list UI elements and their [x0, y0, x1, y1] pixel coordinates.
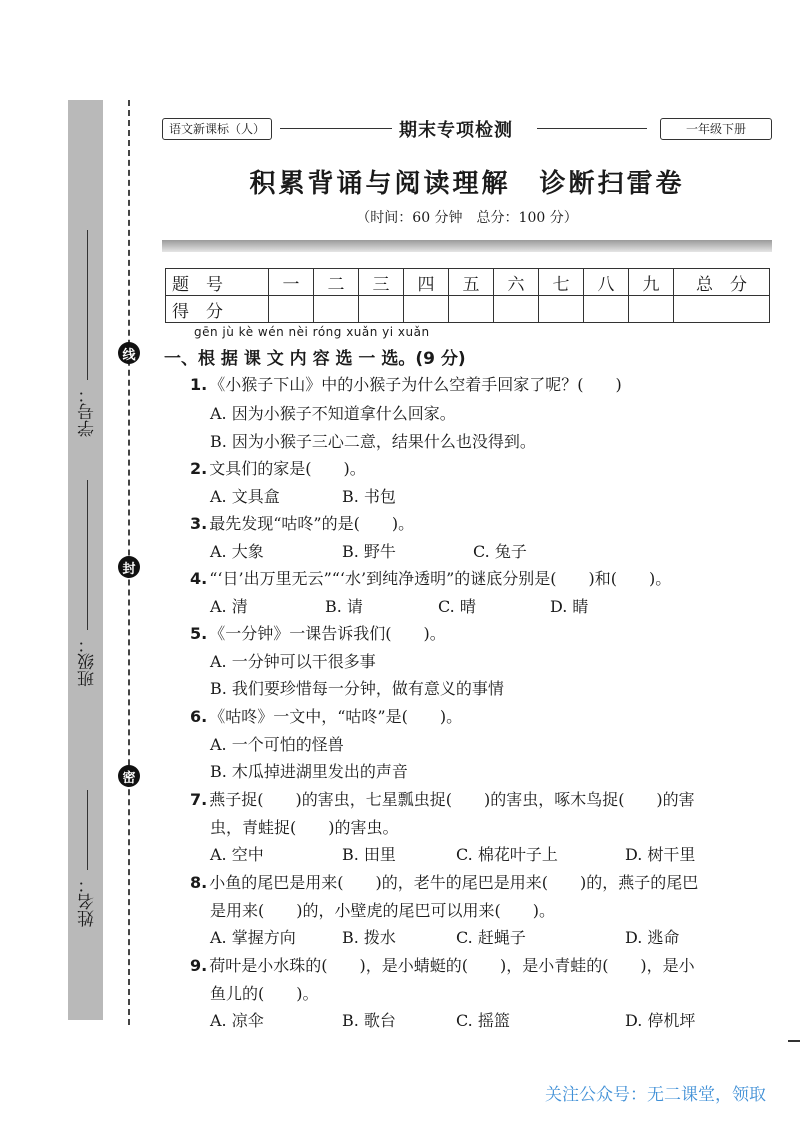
score-cell-5[interactable] [449, 296, 494, 323]
question-number: 6. [190, 707, 208, 726]
q8-option-a[interactable]: A. 掌握方向 [210, 928, 296, 947]
grade-tag: 一年级下册 [660, 118, 772, 140]
score-cell-1[interactable] [269, 296, 314, 323]
student-id-line [87, 230, 88, 380]
q3-option-c[interactable]: C. 兔子 [473, 542, 527, 561]
score-cell-2[interactable] [314, 296, 359, 323]
question-number: 9. [190, 956, 208, 975]
q6-option-b[interactable]: B. 木瓜掉进湖里发出的声音 [210, 762, 408, 781]
q8-option-c[interactable]: C. 赶蝇子 [456, 928, 526, 947]
score-header-row [166, 269, 770, 296]
class-line [87, 480, 88, 630]
page-edge-mark [788, 1040, 800, 1042]
q7-option-d[interactable]: D. 树干里 [625, 845, 696, 864]
score-cell-3[interactable] [359, 296, 404, 323]
question-text: 《小猴子下山》中的小猴子为什么空着手回家了呢？( ) [209, 375, 622, 394]
seal-feng: 封 [118, 556, 140, 578]
question-text: “‘日’出万里无云”“‘水’到纯净透明”的谜底分别是( )和( )。 [209, 569, 672, 588]
question-9-cont: 鱼儿的( )。 [210, 984, 319, 1003]
score-col-6: 六 [494, 269, 539, 296]
q8-option-b[interactable]: B. 拨水 [342, 928, 396, 947]
score-cell-total[interactable] [674, 296, 770, 323]
score-cell-9[interactable] [629, 296, 674, 323]
score-col-8: 八 [584, 269, 629, 296]
q4-option-b[interactable]: B. 请 [325, 597, 363, 616]
question-text: 《咕咚》一文中，“咕咚”是( )。 [209, 707, 463, 726]
q4-option-a[interactable]: A. 清 [210, 597, 248, 616]
q1-option-a[interactable]: A. 因为小猴子不知道拿什么回家。 [210, 404, 456, 423]
question-number: 1. [190, 375, 208, 394]
q7-option-a[interactable]: A. 空中 [210, 845, 264, 864]
score-cell-4[interactable] [404, 296, 449, 323]
score-cell-6[interactable] [494, 296, 539, 323]
question-3 [190, 511, 414, 534]
score-col-5: 五 [449, 269, 494, 296]
question-number: 8. [190, 873, 208, 892]
question-6 [190, 704, 462, 727]
q7-option-b[interactable]: B. 田里 [342, 845, 396, 864]
q5-option-a[interactable]: A. 一分钟可以干很多事 [210, 652, 376, 671]
question-9 [190, 953, 695, 976]
q9-option-d[interactable]: D. 停机坪 [625, 1011, 696, 1030]
footer-notice: 关注公众号：无二课堂，领取 [545, 1085, 766, 1105]
question-8 [190, 870, 698, 893]
q9-option-c[interactable]: C. 摇篮 [456, 1011, 510, 1030]
question-number: 7. [190, 790, 208, 809]
score-cell-7[interactable] [539, 296, 584, 323]
time-info: （时间：60 分钟 总分：100 分） [356, 210, 578, 226]
question-text: 小鱼的尾巴是用来( )的，老牛的尾巴是用来( )的，燕子的尾巴 [209, 873, 699, 892]
name-label: 姓名： [77, 876, 98, 927]
exam-kind: 期末专项检测 [399, 120, 513, 141]
score-col-3: 三 [359, 269, 404, 296]
question-5 [190, 621, 446, 644]
name-field[interactable] [72, 790, 102, 927]
name-line [87, 790, 88, 870]
page-title: 积累背诵与阅读理解 诊断扫雷卷 [249, 169, 685, 199]
score-col-total: 总 分 [674, 269, 770, 296]
class-field[interactable] [72, 480, 102, 687]
question-text: 最先发现“咕咚”的是( )。 [209, 514, 415, 533]
score-col-4: 四 [404, 269, 449, 296]
student-id-label: 学号： [77, 386, 98, 437]
question-4 [190, 566, 671, 589]
score-col-1: 一 [269, 269, 314, 296]
section-heading: 一、根 据 课 文 内 容 选 一 选。(9 分) [164, 349, 466, 369]
section-pinyin: gēn jù kè wén nèi róng xuǎn yi xuǎn [194, 325, 430, 339]
question-2 [190, 456, 366, 479]
question-number: 4. [190, 569, 208, 588]
score-cell-8[interactable] [584, 296, 629, 323]
q9-option-a[interactable]: A. 凉伞 [210, 1011, 264, 1030]
q5-option-b[interactable]: B. 我们要珍惜每一分钟，做有意义的事情 [210, 679, 504, 698]
question-number: 3. [190, 514, 208, 533]
q3-option-a[interactable]: A. 大象 [210, 542, 264, 561]
class-label: 班级： [77, 636, 98, 687]
q4-option-c[interactable]: C. 晴 [438, 597, 476, 616]
q1-option-b[interactable]: B. 因为小猴子三心二意，结果什么也没得到。 [210, 432, 536, 451]
seal-mi: 密 [118, 765, 140, 787]
q7-option-c[interactable]: C. 棉花叶子上 [456, 845, 558, 864]
question-text: 文具们的家是( )。 [209, 459, 366, 478]
q9-option-b[interactable]: B. 歌台 [342, 1011, 396, 1030]
student-id-field[interactable] [72, 230, 102, 437]
score-col-9: 九 [629, 269, 674, 296]
q2-option-b[interactable]: B. 书包 [342, 487, 396, 506]
question-text: 燕子捉( )的害虫，七星瓢虫捉( )的害虫，啄木鸟捉( )的害 [209, 790, 695, 809]
question-7-cont: 虫，青蛙捉( )的害虫。 [210, 818, 399, 837]
q6-option-a[interactable]: A. 一个可怕的怪兽 [210, 735, 344, 754]
q2-option-a[interactable]: A. 文具盒 [210, 487, 280, 506]
question-text: 《一分钟》一课告诉我们( )。 [209, 624, 446, 643]
score-col-7: 七 [539, 269, 584, 296]
header-rule-right [537, 128, 647, 129]
score-value-label: 得 分 [166, 296, 269, 323]
question-number: 5. [190, 624, 208, 643]
score-header-label: 题 号 [166, 269, 269, 296]
question-1 [190, 372, 622, 395]
series-tag: 语文新课标（人） [162, 118, 272, 140]
page-header [162, 118, 772, 140]
q3-option-b[interactable]: B. 野牛 [342, 542, 396, 561]
question-number: 2. [190, 459, 208, 478]
title-bar [162, 240, 772, 252]
question-8-cont: 是用来( )的，小壁虎的尾巴可以用来( )。 [210, 901, 555, 920]
q8-option-d[interactable]: D. 逃命 [625, 928, 680, 947]
q4-option-d[interactable]: D. 睛 [550, 597, 589, 616]
question-7 [190, 787, 695, 810]
seal-xian: 线 [118, 342, 140, 364]
score-table [165, 268, 770, 323]
header-rule-left [280, 128, 392, 129]
score-value-row [166, 296, 770, 323]
question-text: 荷叶是小水珠的( )，是小蜻蜓的( )，是小青蛙的( )，是小 [209, 956, 695, 975]
score-col-2: 二 [314, 269, 359, 296]
